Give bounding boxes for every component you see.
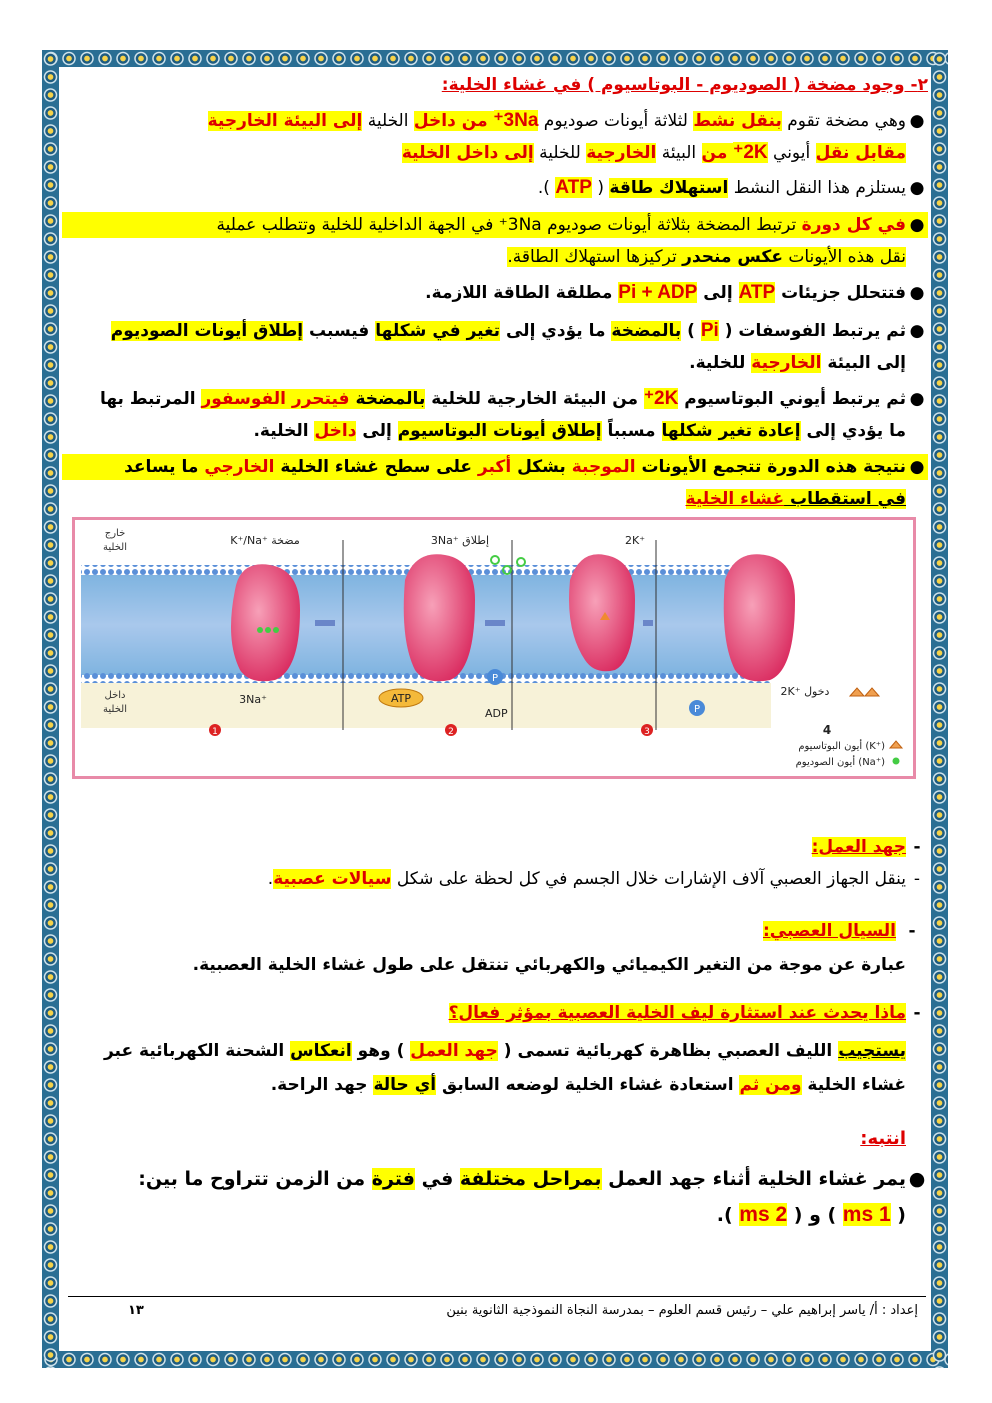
bullet-3-line-1: ●في كل دورة ترتبط المضخة بثلاثة أيونات صوديوم 3Na⁺ في الجهة الداخلية للخلية وتتطلب عملية (62, 212, 928, 238)
legend-k-icon (890, 741, 902, 748)
atp-label: ATP (390, 692, 412, 705)
svg-text:2: 2 (448, 727, 454, 737)
bullet-3-line-2: نقل هذه الأيونات عكس منحدر تركيزها استهلاك الطاقة. (507, 247, 906, 267)
cytoplasm (81, 683, 771, 728)
section-heading: ٢- وجود مضخة ( الصوديوم - البوتاسيوم ) في غشاء الخلية: (441, 75, 928, 95)
pump-step-4 (724, 554, 795, 681)
bullet-4: ●فتتحلل جزيئات ATP إلى Pi + ADP مطلقة الطاقة اللازمة. (425, 282, 925, 303)
k-bind-label: 2K⁺ (624, 534, 646, 547)
bullet-7-line-1: ●نتيجة هذه الدورة تتجمع الأيونات الموجبة بشكل أكبر على سطح غشاء الخلية الخارجي ما يساعد (62, 454, 928, 480)
impulse-title: -السيال العصبي: (763, 921, 916, 941)
svg-text:3: 3 (644, 727, 650, 737)
bullet-6-line-1: ●ثم يرتبط أيوني البوتاسيوم 2K⁺ من البيئة الخارجية للخلية بالمضخة فيتحرر الفوسفور المرتبط بها (99, 388, 925, 409)
adp-label: ADP (485, 707, 508, 720)
legend-na-icon (893, 758, 900, 765)
footer-divider (68, 1296, 926, 1297)
na-bind-label: 3Na⁺ (239, 693, 267, 706)
action-text: -ينقل الجهاز العصبي آلاف الإشارات خلال الجسم في كل لحظة على شكل سيالات عصبية. (267, 869, 921, 889)
question-title: -ماذا يحدث عند استثارة ليف الخلية العصبية بمؤثر فعال؟ (448, 1003, 921, 1023)
svg-text:P: P (491, 673, 499, 684)
bullet-1-line-2: مقابل نقل أيوني 2K⁺ من البيئة الخارجية للخلية إلى داخل الخلية (401, 142, 906, 163)
note-line-1: ●يمر غشاء الخلية أثناء جهد العمل بمراحل مختلفة في فترة من الزمن تتراوح ما بين: (138, 1168, 926, 1190)
outside-label-2: الخلية (103, 542, 127, 553)
step-4-marker: 4 (822, 723, 832, 737)
svg-text:1: 1 (212, 727, 218, 737)
page-border-left (42, 50, 59, 1368)
legend-na: أيون الصوديوم (Na⁺) (795, 757, 885, 768)
action-title: -جهد العمل: (811, 837, 921, 857)
bullet-dot: ● (909, 111, 925, 131)
question-line-2: غشاء الخلية ومن ثم استعادة غشاء الخلية لوضعه السابق أي حالة جهد الراحة. (270, 1075, 906, 1095)
pump-step-2 (404, 554, 475, 681)
na-release-label: 3Na⁺ إطلاق (430, 534, 490, 547)
bullet-6-line-2: ما يؤدي إلى إعادة تغير شكلها مسبباً إطلاق أيونات البوتاسيوم إلى داخل الخلية. (253, 421, 906, 441)
bullet-7-line-2: في استقطاب غشاء الخلية (685, 489, 906, 509)
page-border-bottom (42, 1351, 948, 1368)
outside-label-1: خارج (104, 528, 126, 539)
inside-label-2: الخلية (103, 704, 127, 715)
impulse-text: عبارة عن موجة من التغير الكيميائي والكهربائي تنتقل على طول غشاء الخلية العصبية. (192, 955, 906, 975)
pump-step-1 (231, 564, 300, 681)
inside-label-1: داخل (104, 690, 126, 701)
page-border-top (42, 50, 948, 67)
bullet-5-line-2: إلى البيئة الخارجية للخلية. (689, 353, 906, 373)
question-line-1: يستجيب الليف العصبي بظاهرة كهربائية تسمى ( جهد العمل ) وهو انعكاس الشحنة الكهربائية عبر (103, 1041, 906, 1061)
page-number: ١٣ (128, 1303, 144, 1318)
svg-text:P: P (693, 704, 701, 715)
sodium-potassium-pump-diagram (72, 517, 916, 779)
note-line-2: ( 1 ms ) و ( 2 ms ). (716, 1203, 906, 1226)
bullet-2: ●يستلزم هذا النقل النشط استهلاك طاقة ( ATP ). (537, 177, 925, 198)
pump-diagram-svg (75, 520, 913, 776)
note-title: انتبه: (860, 1128, 906, 1149)
bullet-5-line-1: ●ثم يرتبط الفوسفات ( Pi ) بالمضخة ما يؤدي إلى تغير في شكلها فيسبب إطلاق أيونات الصوديوم (110, 320, 925, 341)
footer-credit: إعداد : أ/ ياسر إبراهيم علي – رئيس قسم العلوم – بمدرسة النجاة النموذجية الثانوية بنين (446, 1303, 918, 1318)
bullet-1-line-1: ●وهي مضخة تقوم بنقل نشط لثلاثة أيونات صوديوم 3Na⁺ من داخل الخلية إلى البيئة الخارجية (62, 108, 928, 134)
page-border-right (931, 50, 948, 1368)
k-enter-label: 2K⁺ دخول (780, 685, 830, 698)
pump-label: K⁺/Na⁺ مضخة (230, 534, 300, 547)
legend-k: أيون البوتاسيوم (K⁺) (798, 741, 885, 752)
